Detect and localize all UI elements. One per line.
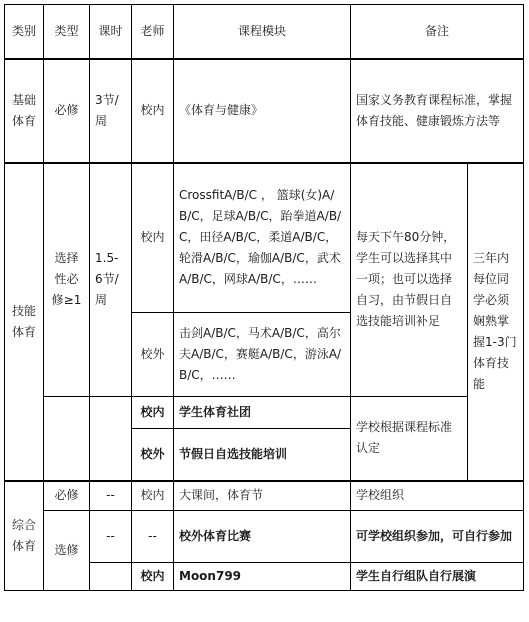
comp-row-2 xyxy=(5,511,524,563)
comp-r1-module: 大课间，体育节 xyxy=(174,481,351,511)
skill-r3-module: 学生体育社团 xyxy=(174,397,351,429)
basic-category: 基础体育 xyxy=(5,59,44,163)
comp-r2-type: 选修 xyxy=(44,511,90,591)
skill-row-3 xyxy=(5,397,524,429)
comp-r1-note: 学校组织 xyxy=(351,481,524,511)
comp-r1-type: 必修 xyxy=(44,481,90,511)
basic-module: 《体育与健康》 xyxy=(174,59,351,163)
skill-r4-teacher: 校外 xyxy=(132,429,174,481)
skill-category: 技能体育 xyxy=(5,163,44,481)
header-type: 类型 xyxy=(44,5,90,59)
skill-type: 选择性必修≥1 xyxy=(44,163,90,397)
skill-side-note: 三年内每位同学必须娴熟掌握1-3门体育技能 xyxy=(468,163,524,481)
comp-category: 综合体育 xyxy=(5,481,44,591)
comp-r2-module: 校外体育比赛 xyxy=(174,511,351,563)
comp-r1-teacher: 校内 xyxy=(132,481,174,511)
skill-r34-blank-type xyxy=(44,397,90,481)
skill-r1-teacher: 校内 xyxy=(132,163,174,313)
skill-r2-teacher: 校外 xyxy=(132,313,174,397)
comp-r2-note: 可学校组织参加，可自行参加 xyxy=(351,511,524,563)
basic-teacher: 校内 xyxy=(132,59,174,163)
basic-row xyxy=(5,59,524,163)
skill-hours: 1.5-6节/周 xyxy=(90,163,132,397)
basic-type: 必修 xyxy=(44,59,90,163)
skill-r34-note: 学校根据课程标准认定 xyxy=(351,397,468,481)
header-category: 类别 xyxy=(5,5,44,59)
comp-row-1 xyxy=(5,481,524,511)
skill-r3-teacher: 校内 xyxy=(132,397,174,429)
header-row xyxy=(5,5,524,59)
header-module: 课程模块 xyxy=(174,5,351,59)
curriculum-table xyxy=(4,4,524,591)
curriculum-table-wrapper xyxy=(4,4,524,591)
skill-r34-blank-hours xyxy=(90,397,132,481)
header-hours: 课时 xyxy=(90,5,132,59)
skill-r4-module: 节假日自选技能培训 xyxy=(174,429,351,481)
comp-r3-module: Moon799 xyxy=(174,563,351,591)
basic-note: 国家义务教育课程标准，掌握体育技能、健康锻炼方法等 xyxy=(351,59,524,163)
header-teacher: 老师 xyxy=(132,5,174,59)
comp-r3-note: 学生自行组队自行展演 xyxy=(351,563,524,591)
basic-hours: 3节/周 xyxy=(90,59,132,163)
skill-r2-module: 击剑A/B/C，马术A/B/C，高尔夫A/B/C，赛艇A/B/C，游泳A/B/C，…… xyxy=(174,313,351,397)
comp-r2-teacher: -- xyxy=(132,511,174,563)
skill-row-1 xyxy=(5,163,524,313)
comp-r3-blank-hours xyxy=(90,563,132,591)
skill-r1-module: CrossfitA/B/C ， 篮球(女)A/B/C，足球A/B/C，跆拳道A/B/C，田径A/B/C，柔道A/B/C，轮滑A/B/C，瑜伽A/B/C，武术A/B/C，网球A/B/C，…… xyxy=(174,163,351,313)
comp-r1-hours: -- xyxy=(90,481,132,511)
skill-r12-note: 每天下午80分钟，学生可以选择其中一项；也可以选择自习，由节假日自选技能培训补足 xyxy=(351,163,468,397)
comp-r2-hours: -- xyxy=(90,511,132,563)
header-note: 备注 xyxy=(351,5,524,59)
comp-r3-teacher: 校内 xyxy=(132,563,174,591)
